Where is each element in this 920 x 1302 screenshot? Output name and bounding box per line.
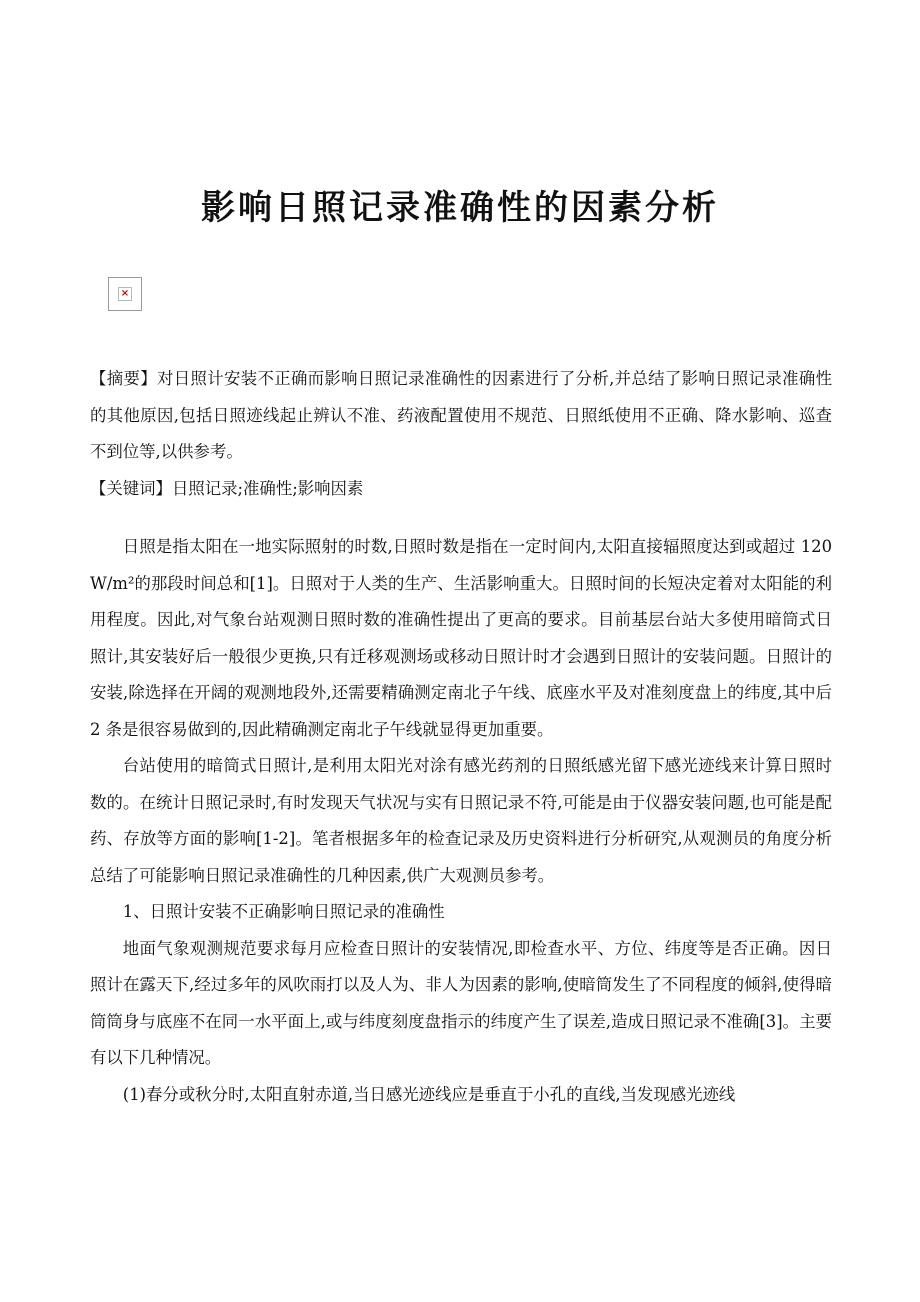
keywords-paragraph: 【关键词】日照记录;准确性;影响因素 [90,478,364,498]
body-paragraph: 台站使用的暗筒式日照计,是利用太阳光对涂有感光药剂的日照纸感光留下感光迹线来计算日照时数的。在统计日照记录时,有时发现天气状况与实有日照记录不符,可能是由于仪器安装问题,也可能是配药、存放等方面的影响[1-2]。笔者根据多年的检查记录及历史资料进行分析研究,从观测员的角度分析总结了可能影响日照记录准确性的几种因素,供广大观测员参考。 [90,756,832,885]
broken-image-icon [108,277,142,311]
body-paragraph: 日照是指太阳在一地实际照射的时数,日照时数是指在一定时间内,太阳直接辐照度达到或超过 120 W/m²的那段时间总和[1]。日照对于人类的生产、生活影响重大。日照时间的长短决定着对太阳能的利用程度。因此,对气象台站观测日照时数的准确性提出了更高的要求。目前基层台站大多使用暗筒式日照计,其安装好后一般很少更换,只有迁移观测场或移动日照计时才会遇到日照计的安装问题。日照计的安装,除选择在开阔的观测地段外,还需要精确测定南北子午线、底座水平及对准刻度盘上的纬度,其中后 2 条是很容易做到的,因此精确测定南北子午线就显得更加重要。 [90,537,832,739]
section-heading: 1、日照计安装不正确影响日照记录的准确性 [122,902,445,921]
section-spacer [90,507,832,529]
body-paragraph: 地面气象观测规范要求每月应检查日照计的安装情况,即检查水平、方位、纬度等是否正确。因日照计在露天下,经过多年的风吹雨打以及人为、非人为因素的影响,使暗筒发生了不同程度的倾斜,使得暗筒筒身与底座不在同一水平面上,或与纬度刻度盘指示的纬度产生了误差,造成日照记录不准确[3]。主要有以下几种情况。 [90,938,832,1067]
document-body [90,361,832,1113]
abstract-paragraph: 【摘要】对日照计安装不正确而影响日照记录准确性的因素进行了分析,并总结了影响日照记录准确性的其他原因,包括日照迹线起止辨认不准、药液配置使用不规范、日照纸使用不正确、降水影响、巡查不到位等,以供参考。 [90,369,832,461]
list-item-paragraph: (1)春分或秋分时,太阳直射赤道,当日感光迹线应是垂直于小孔的直线,当发现感光迹线 [122,1084,736,1104]
broken-image-x-mark: × [118,287,132,301]
document-title: 影响日照记录准确性的因素分析 [201,188,719,228]
